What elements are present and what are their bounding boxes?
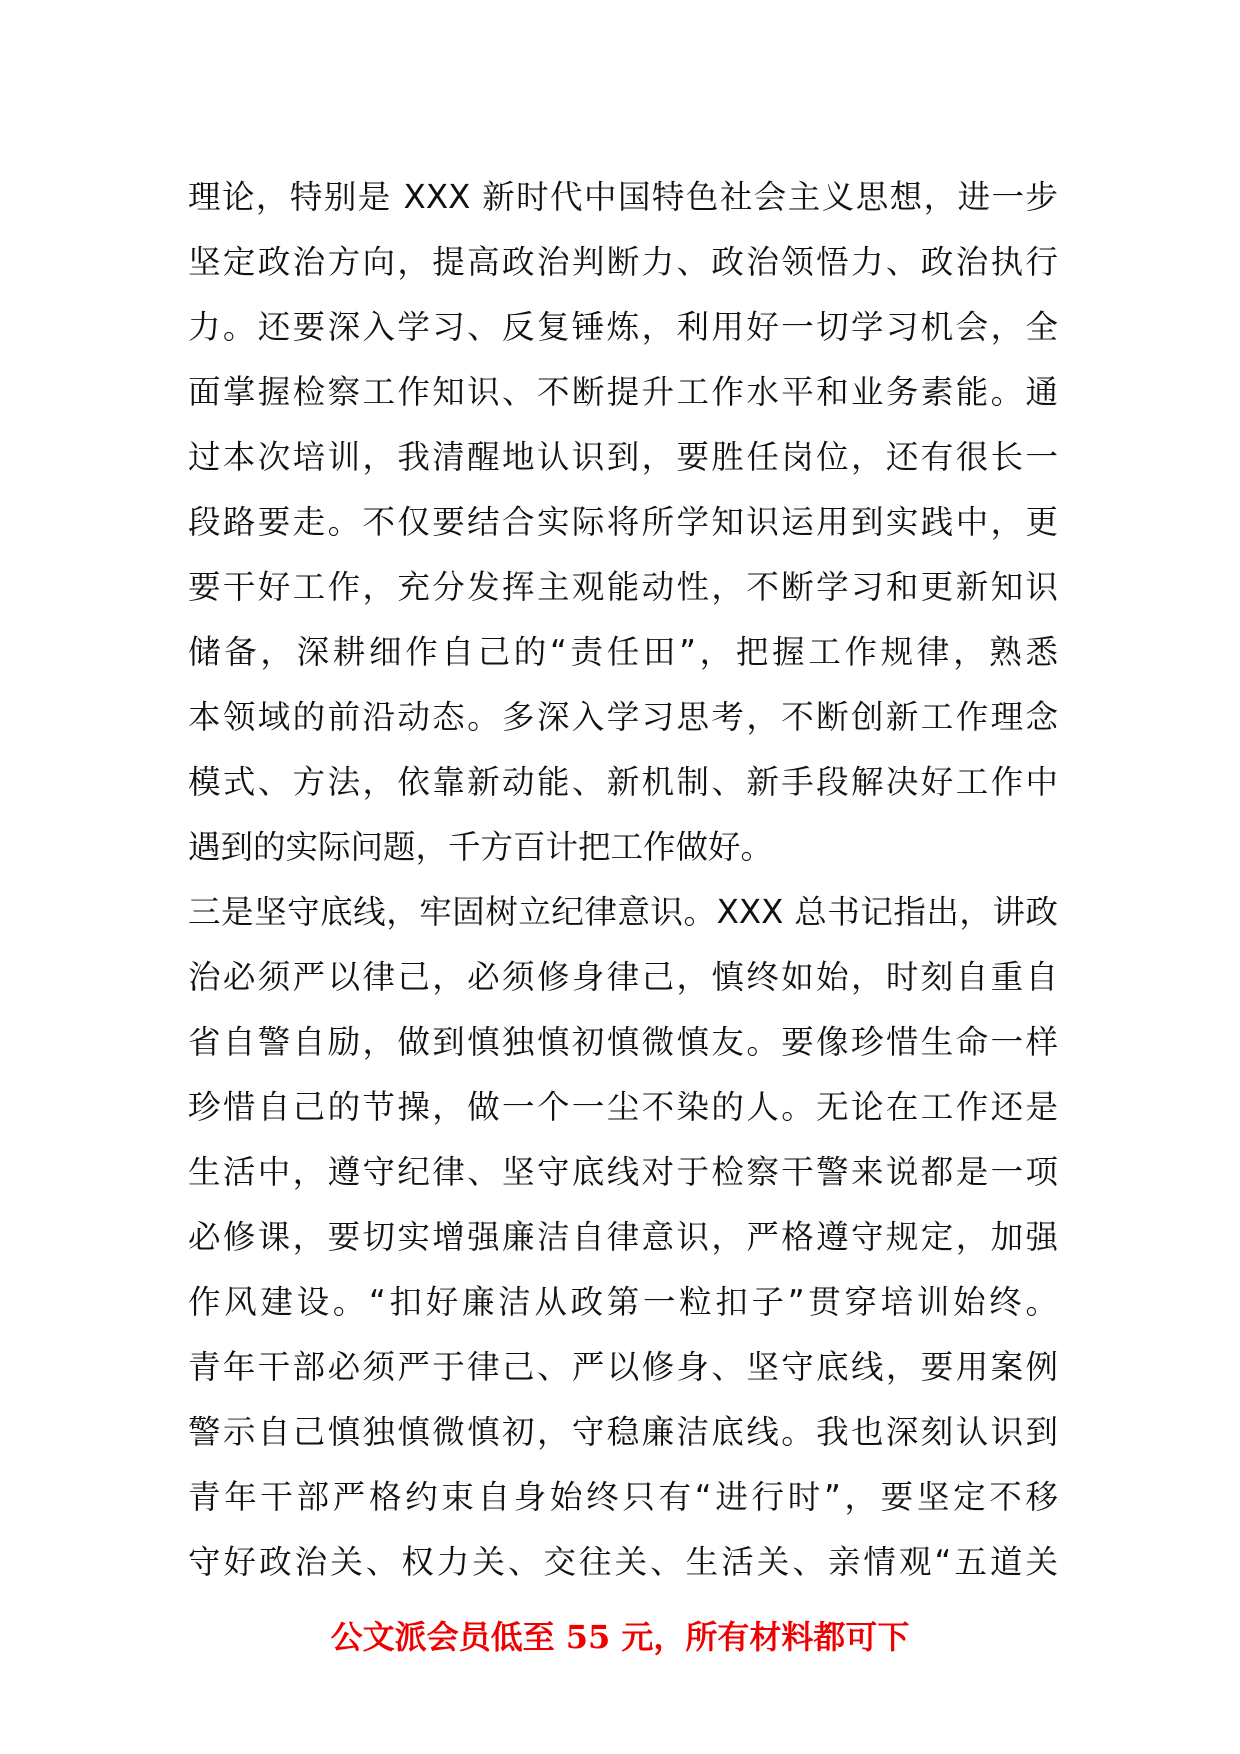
text-line: 模式、方法，依靠新动能、新机制、新手段解决好工作中 xyxy=(188,763,1058,801)
text-line: 珍惜自己的节操，做一个一尘不染的人。无论在工作还是 xyxy=(188,1088,1058,1126)
document-body xyxy=(188,165,1058,1595)
text-line: 三是坚守底线，牢固树立纪律意识。XXX 总书记指出，讲政 xyxy=(188,893,1058,931)
text-line: 坚定政治方向，提高政治判断力、政治领悟力、政治执行 xyxy=(188,243,1058,281)
text-line: 青年干部必须严于律己、严以修身、坚守底线，要用案例 xyxy=(188,1348,1058,1386)
text-line: 作风建设。“扣好廉洁从政第一粒扣子”贯穿培训始终。 xyxy=(188,1283,1058,1321)
text-line: 本领域的前沿动态。多深入学习思考，不断创新工作理念 xyxy=(188,698,1058,736)
text-line: 警示自己慎独慎微慎初，守稳廉洁底线。我也深刻认识到 xyxy=(188,1413,1058,1451)
text-line: 治必须严以律己，必须修身律己，慎终如始，时刻自重自 xyxy=(188,958,1058,996)
text-line: 生活中，遵守纪律、坚守底线对于检察干警来说都是一项 xyxy=(188,1153,1058,1191)
text-line: 面掌握检察工作知识、不断提升工作水平和业务素能。通 xyxy=(188,373,1058,411)
text-line: 要干好工作，充分发挥主观能动性，不断学习和更新知识 xyxy=(188,568,1058,606)
text-line: 过本次培训，我清醒地认识到，要胜任岗位，还有很长一 xyxy=(188,438,1058,476)
text-line: 青年干部严格约束自身始终只有“进行时”，要坚定不移 xyxy=(188,1478,1058,1516)
text-line: 省自警自励，做到慎独慎初慎微慎友。要像珍惜生命一样 xyxy=(188,1023,1058,1061)
text-line: 储备，深耕细作自己的“责任田”，把握工作规律，熟悉 xyxy=(188,633,1058,671)
text-line: 遇到的实际问题，千方百计把工作做好。 xyxy=(188,828,774,866)
text-line: 段路要走。不仅要结合实际将所学知识运用到实践中，更 xyxy=(188,503,1058,541)
text-line: 力。还要深入学习、反复锤炼，利用好一切学习机会，全 xyxy=(188,308,1058,346)
text-line: 必修课，要切实增强廉洁自律意识，严格遵守规定，加强 xyxy=(188,1218,1058,1256)
promo-banner: 公文派会员低至 55 元，所有材料都可下 xyxy=(330,1618,910,1656)
text-line: 理论，特别是 XXX 新时代中国特色社会主义思想，进一步 xyxy=(188,178,1058,216)
text-line: 守好政治关、权力关、交往关、生活关、亲情观“五道关 xyxy=(188,1543,1058,1581)
